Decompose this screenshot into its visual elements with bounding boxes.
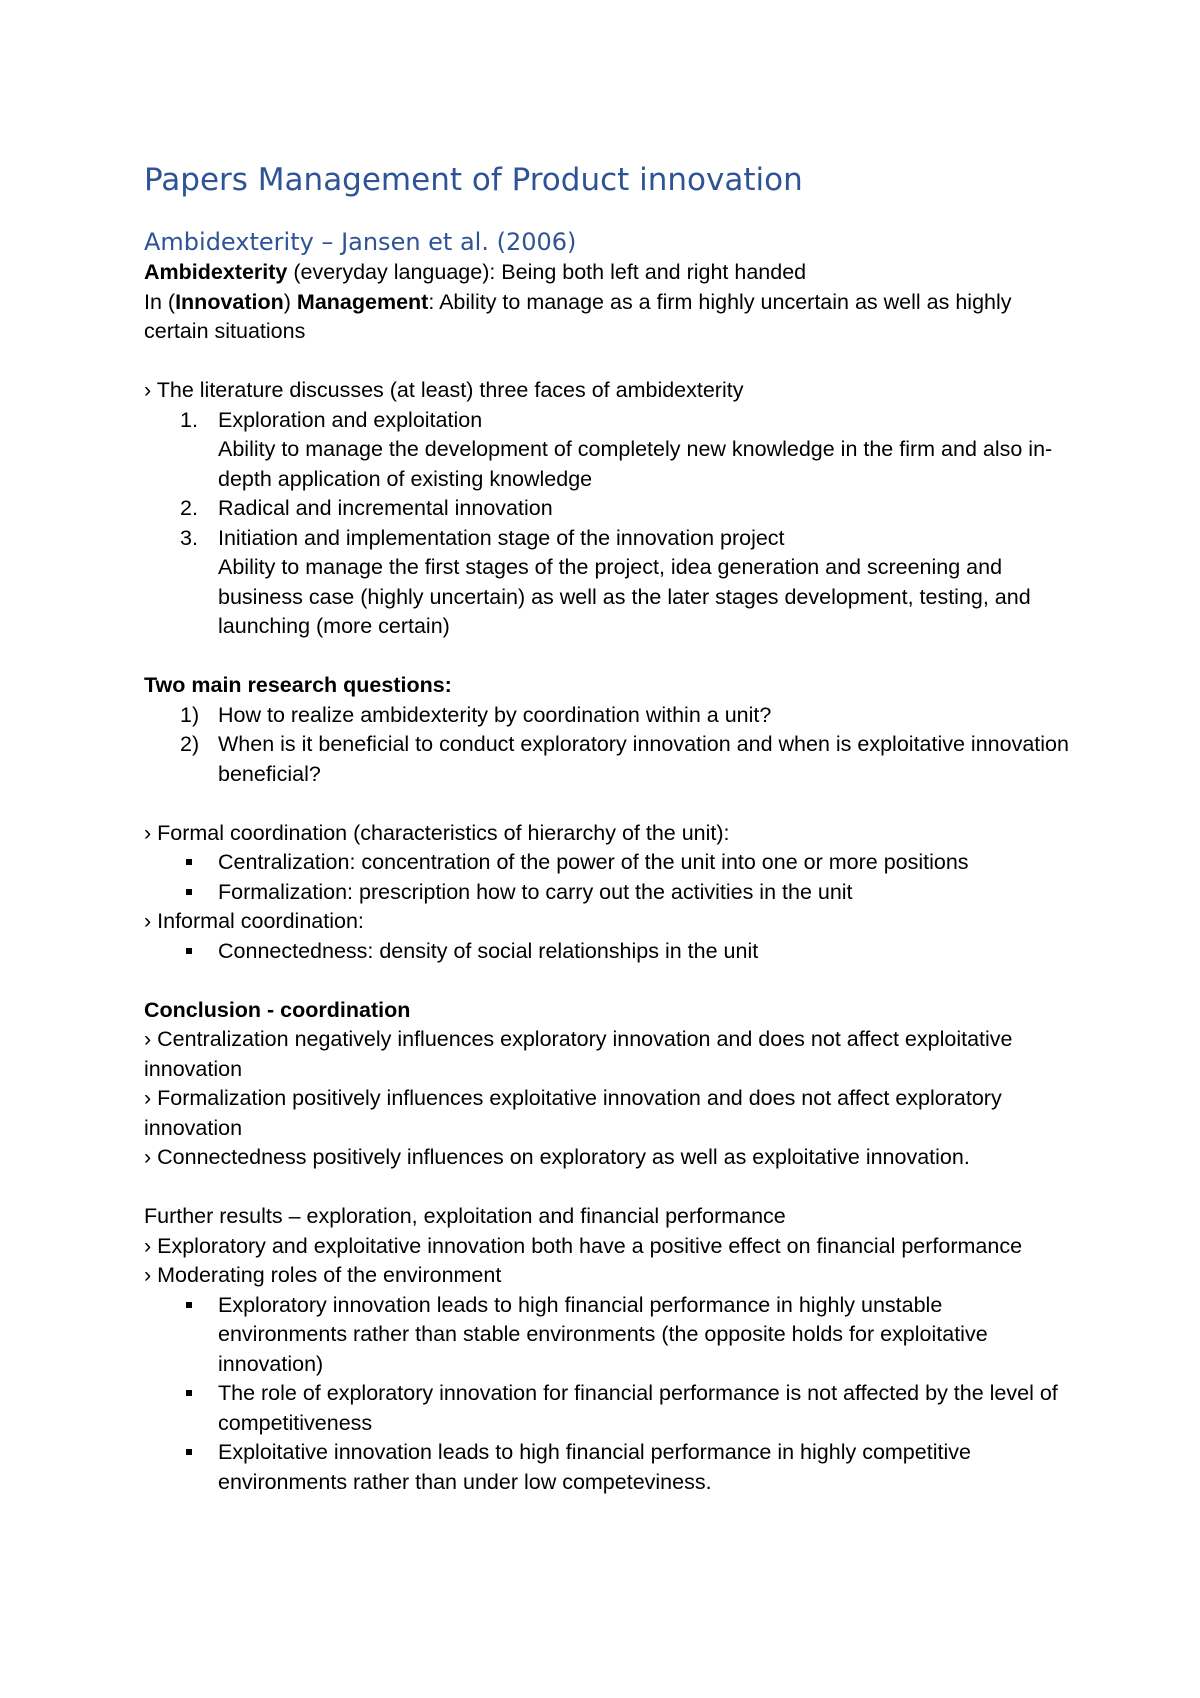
- list-number: 1.: [180, 407, 198, 432]
- list-item-text: Centralization: concentration of the power of the unit into one or more positions: [218, 850, 969, 874]
- list-item: [144, 878, 1074, 908]
- face-description: Ability to manage the development of completely new knowledge in the firm and also in-depth application of existing knowledge: [218, 437, 1053, 491]
- square-bullet-icon: [186, 948, 192, 954]
- list-item: [144, 406, 1074, 495]
- spacer: [144, 347, 1074, 377]
- face-title: Initiation and implementation stage of the innovation project: [218, 525, 785, 550]
- list-number: 1): [180, 702, 200, 727]
- face-title: Radical and incremental innovation: [218, 496, 553, 520]
- list-number: 3.: [180, 525, 198, 550]
- informal-coordination-intro: › Informal coordination:: [144, 909, 364, 933]
- spacer: [144, 789, 1074, 819]
- further-results-heading: Further results – exploration, exploitation and financial performance: [144, 1204, 786, 1228]
- informal-coordination-list: [144, 937, 1074, 967]
- definition-management-prefix: In (: [144, 289, 176, 314]
- list-item-text: The role of exploratory innovation for financial performance is not affected by the level of competitiveness: [218, 1381, 1058, 1435]
- square-bullet-icon: [186, 859, 192, 865]
- list-item: [144, 937, 1074, 967]
- spacer: [144, 966, 1074, 996]
- square-bullet-icon: [186, 889, 192, 895]
- environment-list: [144, 1291, 1074, 1498]
- square-bullet-icon: [186, 1390, 192, 1396]
- document-title: Papers Management of Product innovation: [144, 162, 803, 198]
- definition-management: [144, 288, 1074, 347]
- research-question: How to realize ambidexterity by coordination within a unit?: [218, 702, 772, 727]
- conclusion-line: › Centralization negatively influences exploratory innovation and does not affect exploitative innovation: [144, 1027, 1013, 1081]
- further-results-line: › Moderating roles of the environment: [144, 1263, 502, 1287]
- list-item-text: Formalization: prescription how to carry out the activities in the unit: [218, 879, 853, 904]
- formal-coordination-list: [144, 848, 1074, 907]
- list-number: 2.: [180, 496, 198, 520]
- list-item: [144, 1291, 1074, 1380]
- list-item: [144, 524, 1074, 642]
- research-questions-heading-text: Two main research questions:: [144, 673, 452, 697]
- spacer: [144, 642, 1074, 672]
- face-description: Ability to manage the first stages of the project, idea generation and screening and business case (highly uncertain) as well as the later stages development, testing, and launching (more certain): [218, 555, 1031, 638]
- section-heading: Ambidexterity – Jansen et al. (2006): [144, 228, 577, 256]
- list-number: 2): [180, 732, 200, 756]
- term-innovation: Innovation: [175, 289, 284, 314]
- definition-management-text: : Ability to manage as a firm highly uncertain as well as highly certain situations: [144, 289, 1012, 343]
- faces-intro: › The literature discusses (at least) three faces of ambidexterity: [144, 378, 744, 402]
- list-item-text: Exploratory innovation leads to high financial performance in highly unstable environments rather than stable environments (the opposite holds for exploitative innovation): [218, 1292, 988, 1376]
- faces-list: [144, 406, 1074, 642]
- list-item-text: Connectedness: density of social relationships in the unit: [218, 938, 759, 963]
- conclusion-heading-text: Conclusion - coordination: [144, 997, 411, 1022]
- definition-management-mid: ): [283, 289, 297, 314]
- square-bullet-icon: [186, 1302, 192, 1308]
- formal-coordination-intro: › Formal coordination (characteristics of hierarchy of the unit):: [144, 820, 730, 845]
- further-results-line: › Exploratory and exploitative innovation both have a positive effect on financial performance: [144, 1233, 1023, 1258]
- face-title: Exploration and exploitation: [218, 407, 483, 432]
- research-questions-heading: [144, 671, 1074, 701]
- definition-everyday: [144, 258, 1074, 288]
- conclusion-heading: [144, 996, 1074, 1026]
- conclusion-line: › Formalization positively influences exploitative innovation and does not affect exploratory innovation: [144, 1086, 1002, 1140]
- definition-everyday-text: (everyday language): Being both left and right handed: [287, 260, 807, 284]
- spacer: [144, 1173, 1074, 1203]
- list-item: [144, 730, 1074, 789]
- list-item: [144, 1379, 1074, 1438]
- term-ambidexterity: Ambidexterity: [144, 260, 288, 284]
- list-item: [144, 1438, 1074, 1497]
- document-page: [144, 160, 1074, 1497]
- research-questions-list: [144, 701, 1074, 790]
- term-management: Management: [296, 289, 429, 314]
- conclusion-line: › Connectedness positively influences on exploratory as well as exploitative innovation.: [144, 1145, 970, 1169]
- square-bullet-icon: [186, 1449, 192, 1455]
- research-question: When is it beneficial to conduct exploratory innovation and when is exploitative innovation beneficial?: [218, 732, 1069, 786]
- list-item-text: Exploitative innovation leads to high financial performance in highly competitive environments rather than under low competeviness.: [218, 1440, 971, 1494]
- list-item: [144, 848, 1074, 878]
- list-item: [144, 701, 1074, 731]
- list-item: [144, 494, 1074, 524]
